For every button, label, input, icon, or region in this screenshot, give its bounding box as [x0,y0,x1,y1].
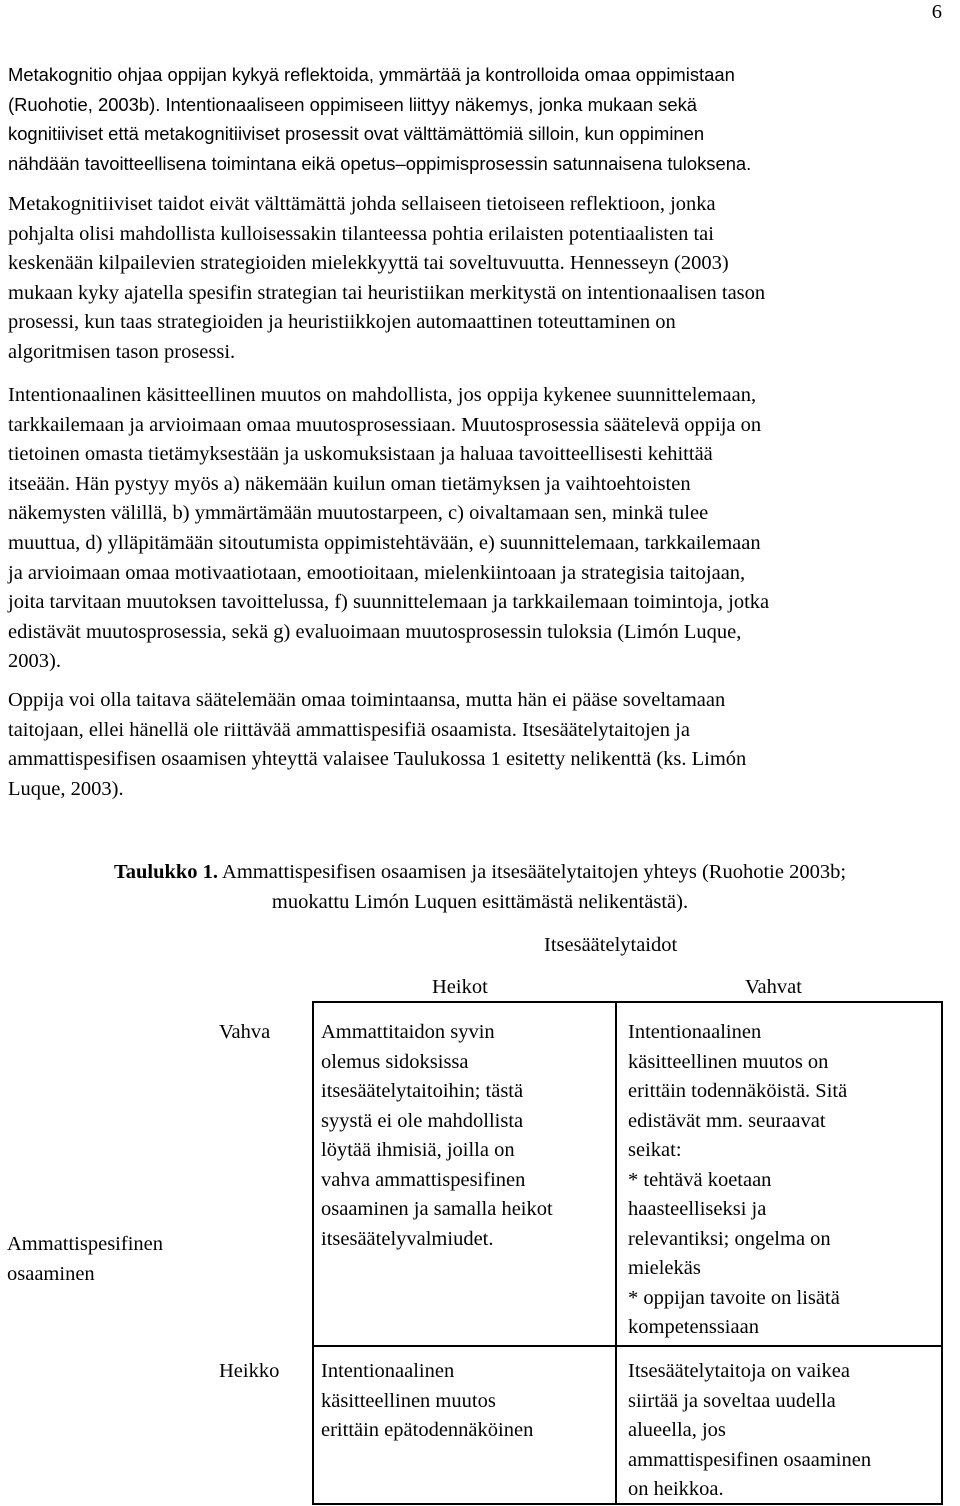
cell-vahva-heikot [321,1018,553,1254]
cell-text-line: syystä ei ole mahdollista [321,1109,524,1132]
cell-text-line: relevantiksi; ongelma on [628,1227,831,1250]
table-border-right [941,1001,943,1505]
text-line: tietoinen omasta tietämyksestään ja uskomuksistaan ja haluaa tavoitteellisesti kehittää [8,443,713,466]
text-line: Metakognitiiviset taidot eivät välttämättä johda sellaiseen tietoiseen reflektioon, jonka [8,193,716,215]
row-header-heikko: Heikko [219,1360,280,1382]
cell-text-line: ammattispesifinen osaaminen [628,1448,872,1471]
cell-text-line: käsitteellinen muutos on [628,1050,829,1073]
cell-text-line: Intentionaalinen [321,1360,455,1382]
text-line: itseään. Hän pystyy myös a) näkemään kuilun oman tietämyksen ja vaihtoehtoisten [8,472,691,495]
row-header-vahva: Vahva [219,1021,271,1043]
cell-text-line: on heikkoa. [628,1478,724,1500]
text-line: joita tarvitaan muutoksen tavoittelussa, f) suunnittelemaan ja tarkkailemaan toimintoja, jotka [8,591,770,614]
cell-heikko-vahvat [628,1357,871,1505]
text-line: näkemysten välillä, b) ymmärtämään muutostarpeen, c) oivaltamaan sen, minkä tulee [8,502,709,525]
table-caption-text: Ammattispesifisen osaamisen ja itsesäätelytaitojen yhteys (Ruohotie 2003b; [218,861,847,883]
column-header-heikot: Heikot [432,976,488,998]
cell-text-line: osaaminen ja samalla heikot [321,1198,553,1220]
column-header-vahvat: Vahvat [745,976,802,998]
cell-vahva-vahvat [628,1018,847,1343]
text-line: pohjalta olisi mahdollista kulloisessakin tilanteessa pohtia erilaisten potentiaalisten tai [8,222,714,245]
cell-text-line: * oppijan tavoite on lisätä [628,1286,840,1309]
cell-text-line: itsesäätelytaitoihin; tästä [321,1080,524,1102]
page-number: 6 [931,1,942,23]
text-line: Oppija voi olla taitava säätelemään omaa toimintaansa, mutta hän ei pääse soveltamaan [8,689,726,711]
text-line: prosessi, kun taas strategioiden ja heuristiikkojen automaattinen toteuttaminen on [8,311,676,334]
text-line: 2003). [8,650,61,673]
row-group-header [7,1230,163,1289]
cell-text-line: Intentionaalinen [628,1021,762,1043]
column-group-header: Itsesäätelytaidot [544,934,678,956]
table-border-left [312,1001,314,1505]
text-line: keskenään kilpailevien strategioiden mielekkyyttä tai soveltuvuutta. Hennesseyn (2003) [8,252,729,275]
row-group-header-line: osaaminen [7,1262,95,1285]
cell-text-line: erittäin todennäköistä. Sitä [628,1080,848,1102]
cell-text-line: Ammattitaidon syvin [321,1021,495,1043]
text-line: muuttua, d) ylläpitämään sitoutumista oppimistehtävään, e) suunnittelemaan, tarkkailemaan [8,531,761,554]
cell-text-line: erittäin epätodennäköinen [321,1419,534,1441]
cell-text-line: käsitteellinen muutos [321,1389,496,1412]
table-caption [0,857,960,917]
text-line: tarkkailemaan ja arvioimaan omaa muutosprosessiaan. Muutosprosessia säätelevä oppija on [8,413,762,436]
paragraph [8,190,960,368]
text-line: nähdään tavoitteellisena toimintana eikä opetus–oppimisprosessin satunnaisena tuloksena. [8,152,752,174]
cell-text-line: seikat: [628,1139,682,1161]
cell-text-line: edistävät mm. seuraavat [628,1109,826,1132]
text-line: kognitiiviset että metakognitiiviset prosessit ovat välttämättömiä silloin, kun oppiminen [8,123,705,145]
text-line: ja arvioimaan omaa motivaatiotaan, emootioitaan, mielenkiintoaan ja strategisia taitojaan, [8,561,746,584]
text-line: Luque, 2003). [8,777,124,800]
text-line: algoritmisen tason prosessi. [8,340,236,363]
paragraph [8,381,960,677]
cell-text-line: * tehtävä koetaan [628,1168,772,1191]
table-caption-label: Taulukko 1. [113,861,219,883]
text-line: edistävät muutosprosessia, sekä g) evaluoimaan muutosprosessin tuloksia (Limón Luque, [8,620,742,643]
cell-text-line: kompetenssiaan [628,1316,759,1338]
text-line: ammattispesifisen osaamisen yhteyttä valaisee Taulukossa 1 esitetty nelikenttä (ks. Limón [8,748,747,771]
cell-heikko-heikot [321,1357,533,1446]
text-line: taitojaan, ellei hänellä ole riittävää ammattispesifiä osaamista. Itsesäätelytaitojen ja [8,718,690,741]
cell-text-line: Itsesäätelytaitoja on vaikea [628,1360,850,1382]
text-line: mukaan kyky ajatella spesifin strategian tai heuristiikan merkitystä on intentionaalisen tason [8,281,766,304]
paragraph [8,686,960,804]
cell-text-line: alueella, jos [628,1419,726,1441]
row-group-header-line: Ammattispesifinen [7,1233,164,1255]
table-border-top [312,1001,943,1003]
table-caption-text-line2: muokattu Limón Luquen esittämästä nelikentästä). [271,891,689,913]
text-line: Metakognitio ohjaa oppijan kykyä reflektoida, ymmärtää ja kontrolloida omaa oppimistaan [8,64,735,85]
cell-text-line: haasteelliseksi ja [628,1198,767,1220]
table-border-middle [312,1345,943,1347]
table-border-center [615,1001,617,1505]
quadrant-table [312,1001,943,1505]
cell-text-line: siirtää ja soveltaa uudella [628,1389,836,1412]
cell-text-line: vahva ammattispesifinen [321,1168,526,1191]
cell-text-line: olemus sidoksissa [321,1050,469,1073]
cell-text-line: itsesäätelyvalmiudet. [321,1227,494,1250]
cell-text-line: mielekäs [628,1257,701,1279]
cell-text-line: löytää ihmisiä, joilla on [321,1139,515,1161]
paragraph [8,60,960,178]
text-line: (Ruohotie, 2003b). Intentionaaliseen oppimiseen liittyy näkemys, jonka mukaan sekä [8,93,698,115]
text-line: Intentionaalinen käsitteellinen muutos on mahdollista, jos oppija kykenee suunnittelemaan, [8,384,757,406]
